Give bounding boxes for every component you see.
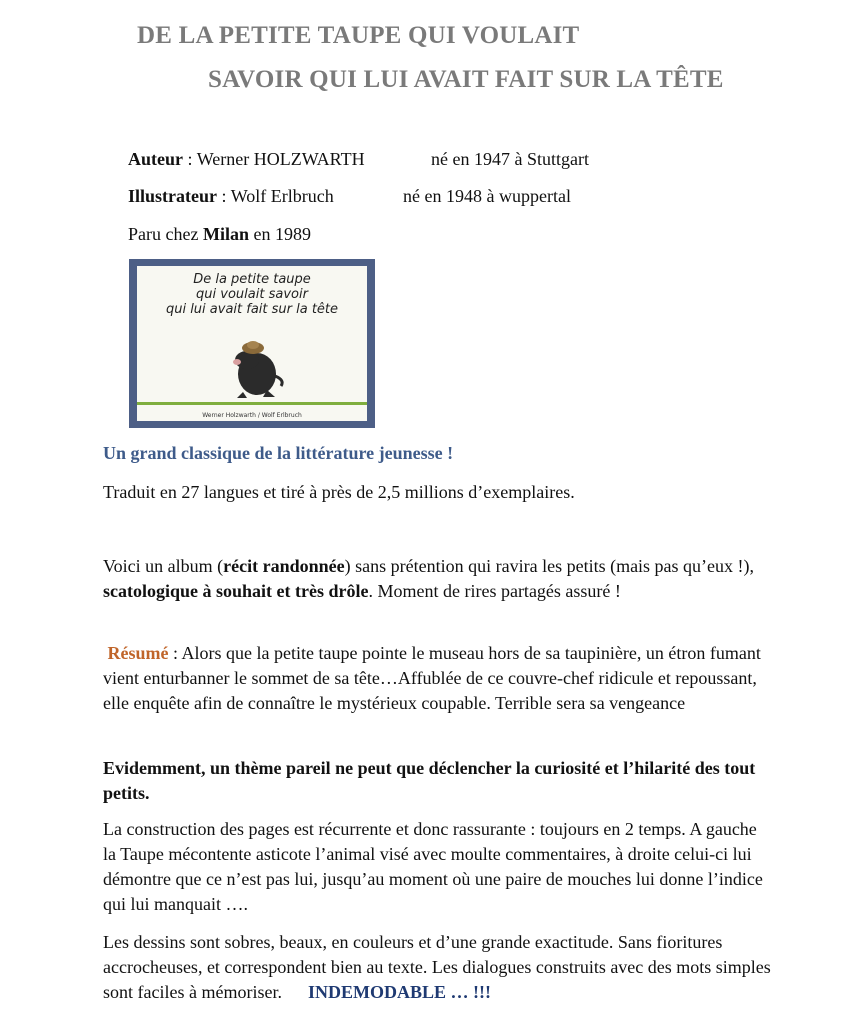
tagline: Un grand classique de la littérature jeunesse !: [103, 443, 454, 463]
book-cover-image: [129, 259, 375, 428]
publication-suffix: en 1989: [248, 224, 311, 244]
author-line: [128, 147, 589, 171]
cover-authors: Werner Holzwarth / Wolf Erlbruch: [202, 412, 302, 419]
intro-text-1: Voici un album (: [103, 556, 224, 576]
resume-text: : Alors que la petite taupe pointe le museau hors de sa taupinière, un étron fumant vient enturbanner le sommet de sa tête…Affublée de ce couvre-chef ridicule et repoussant, elle enquête afin de connaître le mystérieux coupable. Terrible sera sa vengeance: [103, 643, 761, 713]
evident-paragraph: Evidemment, un thème pareil ne peut que déclencher la curiosité et l’hilarité des tout petits.: [103, 758, 756, 803]
resume-paragraph: [103, 641, 773, 716]
author-label: Auteur: [128, 149, 183, 169]
illustrator-line: [128, 184, 571, 208]
resume-label: Résumé: [107, 643, 169, 663]
mole-illustration: [223, 336, 293, 402]
illustrator-name: Wolf Erlbruch: [230, 186, 334, 206]
construction-paragraph: La construction des pages est récurrente et donc rassurante : toujours en 2 temps. A gauche la Taupe mécontente asticote l’animal visé avec moulte commentaires, à droite celui-ci lui démontre que ce n’est pas lui, jusqu’au moment où une paire de mouches lui donne l’indice qui lui manquait ….: [103, 819, 763, 914]
publication-prefix: Paru chez: [128, 224, 203, 244]
publisher-name: Milan: [202, 224, 249, 244]
illustrator-label: Illustrateur: [128, 186, 217, 206]
dessins-text: Les dessins sont sobres, beaux, en couleurs et d’une grande exactitude. Sans fioritures accrocheuses, et correspondent bien au texte. Les dialogues construits avec des mots simples sont faciles à mémoriser.: [103, 932, 771, 1002]
cover-title: De la petite taupe qui voulait savoir qui lui avait fait sur la tête: [165, 272, 339, 317]
illustrator-sep: :: [217, 186, 231, 206]
author-name: Werner HOLZWARTH: [196, 149, 365, 169]
intro-text-2: ) sans prétention qui ravira les petits (mais pas qu’eux !),: [344, 556, 755, 576]
intro-paragraph: [103, 554, 773, 604]
publication-line: [128, 222, 311, 246]
intro-bold-1: récit randonnée: [223, 556, 345, 576]
title-line-1: DE LA PETITE TAUPE QUI VOULAIT: [137, 22, 580, 49]
closing-remark: INDEMODABLE … !!!: [307, 982, 491, 1002]
illustrator-born: né en 1948 à wuppertal: [403, 186, 571, 206]
author-sep: :: [183, 149, 197, 169]
translated-paragraph: Traduit en 27 langues et tiré à près de 2,5 millions d’exemplaires.: [103, 482, 575, 502]
intro-bold-2: scatologique à souhait et très drôle: [103, 581, 369, 601]
author-born: né en 1947 à Stuttgart: [431, 149, 589, 169]
cover-ground-line: [137, 402, 367, 405]
title-line-2: SAVOIR QUI LUI AVAIT FAIT SUR LA TÊTE: [208, 66, 724, 93]
intro-text-3: . Moment de rires partagés assuré !: [368, 581, 621, 601]
dessins-paragraph: [103, 930, 773, 1005]
